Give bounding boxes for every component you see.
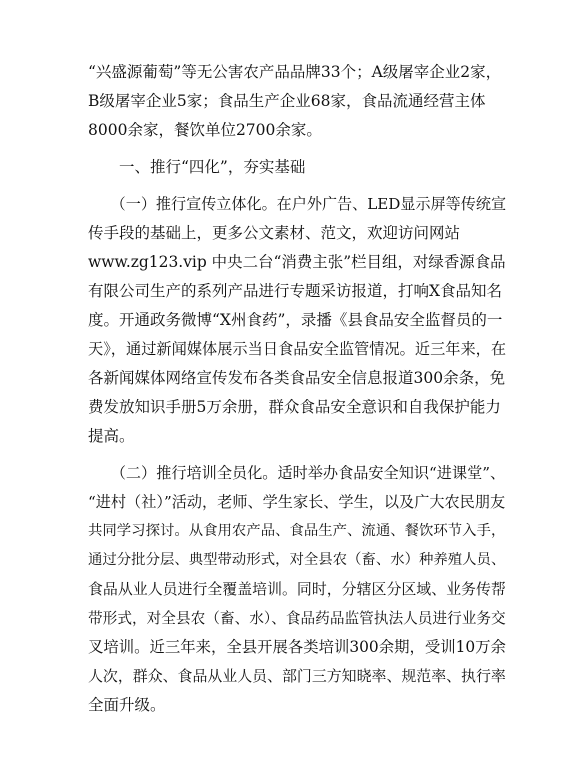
text-line: （二）推行培训全员化。适时举办食品安全知识“进课堂”、	[88, 464, 506, 482]
text-line: 人次，群众、食品从业人员、部门三方知晓率、规范率、执行率	[88, 667, 506, 685]
text-line: www.zg123.vip 中央二台“消费主张”栏目组，对绿香源食品	[88, 253, 506, 271]
text-line: “进村（社）”活动，老师、学生家长、学生，以及广大农民朋友	[88, 493, 506, 511]
document-body	[88, 58, 506, 720]
text-line: 提高。	[88, 427, 135, 445]
paragraph-publicity	[88, 190, 506, 451]
paragraph-training	[88, 459, 506, 720]
text-line: 度。开通政务微博“X州食药”，录播《县食品安全监督员的一	[88, 311, 503, 329]
text-line: 天》，通过新闻媒体展示当日食品安全监管情况。近三年来，在	[88, 340, 507, 358]
text-line: 费发放知识手册5万余册，群众食品安全意识和自我保护能力	[88, 398, 501, 416]
text-line: B级屠宰企业5家；食品生产企业68家，食品流通经营主体	[88, 92, 486, 110]
paragraph-stats	[88, 58, 506, 145]
text-line: （一）推行宣传立体化。在户外广告、LED显示屏等传统宣	[88, 195, 507, 213]
text-line: 8000余家，餐饮单位2700余家。	[88, 121, 322, 139]
text-line: 各新闻媒体网络宣传发布各类食品安全信息报道300余条，免	[88, 369, 506, 387]
text-line: 传手段的基础上，更多公文素材、范文，欢迎访问网站	[88, 224, 461, 242]
text-line: 带形式，对全县农（畜、水）、食品药品监管执法人员进行业务交	[88, 610, 506, 627]
heading-line: 一、推行“四化”，夯实基础	[88, 158, 306, 176]
text-line: 共同学习探讨。从食用农产品、食品生产、流通、餐饮环节入手，	[88, 523, 506, 539]
text-line: 全面升级。	[88, 696, 166, 714]
text-line: “兴盛源葡萄”等无公害农产品品牌33个；A级屠宰企业2家，	[88, 63, 502, 81]
text-line: 叉培训。近三年来，全县开展各类培训300余期，受训10万余	[88, 638, 506, 656]
text-line: 食品从业人员进行全覆盖培训。同时，分辖区分区域、业务传帮	[88, 580, 506, 598]
section-heading	[88, 153, 506, 182]
text-line: 有限公司生产的系列产品进行专题采访报道，打响X食品知名	[88, 282, 503, 300]
text-line: 通过分批分层、典型带动形式，对全县农（畜、水）种养殖人员、	[88, 552, 506, 568]
